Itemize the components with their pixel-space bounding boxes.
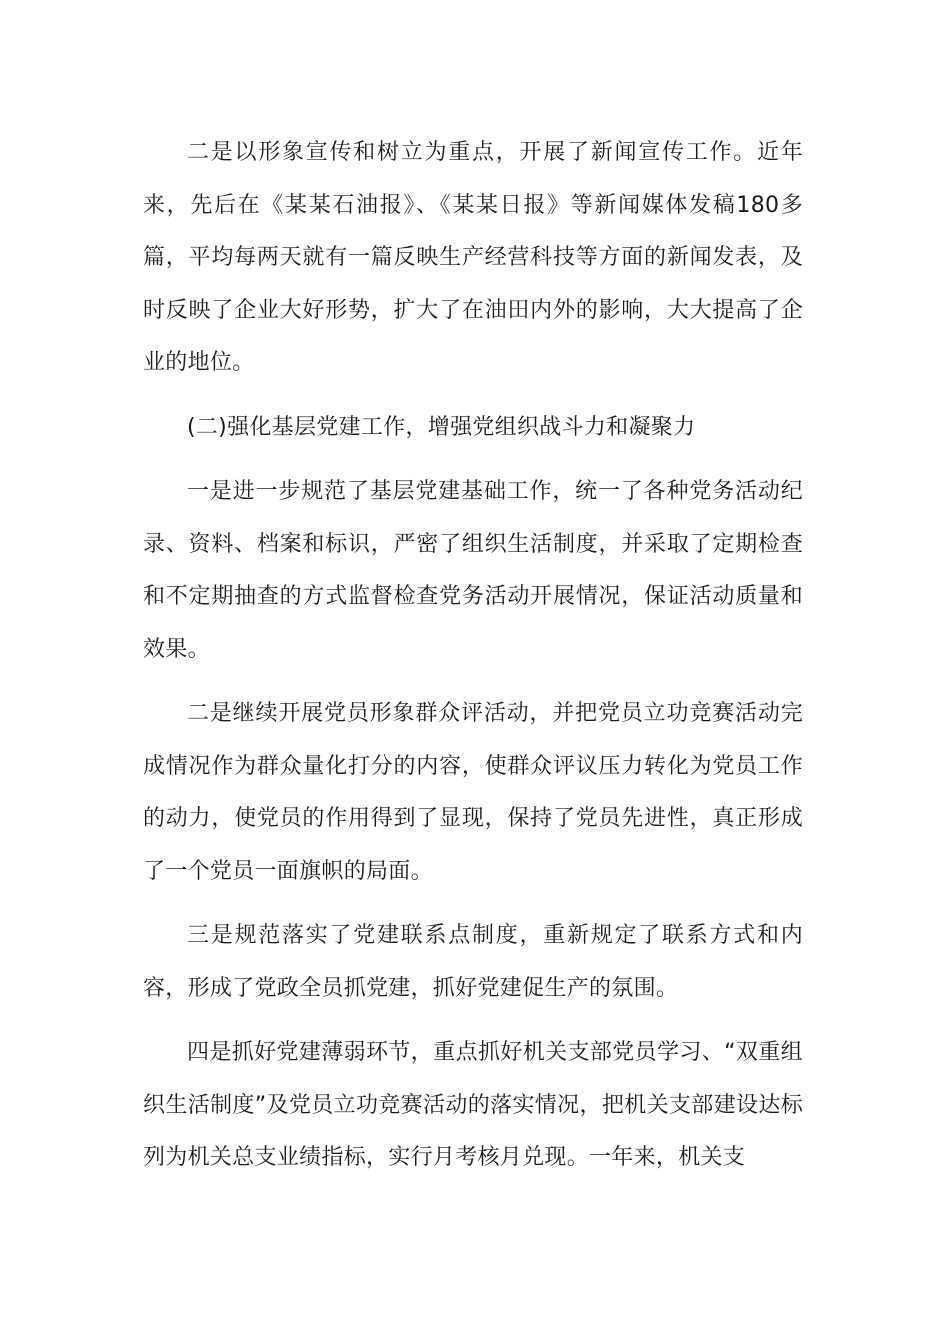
paragraph-party-basics: 一是进一步规范了基层党建基础工作，统一了各种党务活动纪录、资料、档案和标识，严密了组织生活制度，并采取了定期检查和不定期抽查的方式监督检查党务活动开展情况，保证活动质量和效果。 bbox=[143, 479, 803, 662]
paragraph-news-publicity: 二是以形象宣传和树立为重点，开展了新闻宣传工作。近年来，先后在《某某石油报》、《某某日报》等新闻媒体发稿180多篇，平均每两天就有一篇反映生产经营科技等方面的新闻发表，及时反映了企业大好形势，扩大了在油田内外的影响，大大提高了企业的地位。 bbox=[143, 140, 803, 375]
paragraph-weak-links: 四是抓好党建薄弱环节，重点抓好机关支部党员学习、“双重组织生活制度”及党员立功竞赛活动的落实情况，把机关支部建设达标列为机关总支业绩指标，实行月考核月兑现。一年来，机关支 bbox=[143, 1040, 803, 1170]
paragraph-member-evaluation: 二是继续开展党员形象群众评活动，并把党员立功竞赛活动完成情况作为群众量化打分的内容，使群众评议压力转化为党员工作的动力，使党员的作用得到了显现，保持了党员先进性，真正形成了一个党员一面旗帜的局面。 bbox=[143, 701, 803, 884]
section-heading: (二)强化基层党建工作，增强党组织战斗力和凝聚力 bbox=[187, 414, 696, 440]
document-page bbox=[143, 127, 803, 1197]
paragraph-contact-points: 三是规范落实了党建联系点制度，重新规定了联系方式和内容，形成了党政全员抓党建，抓好党建促生产的氛围。 bbox=[143, 923, 803, 1001]
